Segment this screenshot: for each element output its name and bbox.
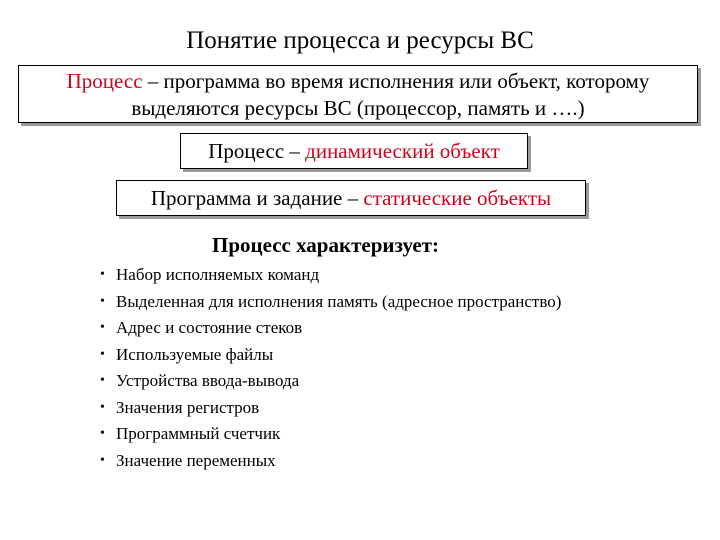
definition-line-1 [19,68,697,95]
list-item [100,289,561,316]
features-heading: Процесс характеризует: [212,233,439,257]
list-item [100,342,561,369]
list-item [100,315,561,342]
bullet-icon: • [100,293,105,309]
definition-line-2: выделяются ресурсы ВС (процессор, память и ….) [131,96,585,120]
list-item-text: Используемые файлы [116,344,274,364]
dynamic-term: Процесс – [208,139,306,163]
process-definition-box [18,65,698,123]
bullet-icon: • [100,426,105,441]
dynamic-highlight: динамический объект [305,139,500,163]
list-item-text: Значение переменных [116,450,276,470]
bullet-icon: • [100,320,105,335]
list-item-text: Программный счетчик [116,424,281,443]
static-object-box [116,180,586,216]
list-item-text: Выделенная для исполнения память (адресное пространство) [116,291,562,311]
list-item-text: Значения регистров [116,397,260,417]
bullet-icon: • [100,452,105,468]
definition-term: Процесс [66,69,143,93]
list-item [100,421,561,448]
static-term: Программа и задание – [150,186,364,210]
bullet-icon: • [100,399,105,415]
definition-text: – программа во время исполнения или объект, которому [142,69,650,93]
dynamic-object-box [180,133,528,169]
list-item [100,368,561,395]
list-item-text: Адрес и состояние стеков [116,318,303,337]
list-item [100,395,561,422]
list-item [100,448,561,475]
slide-title: Понятие процесса и ресурсы ВС [186,27,534,54]
list-item-text: Набор исполняемых команд [116,265,320,284]
bullet-icon: • [100,267,105,282]
static-highlight: статические объекты [363,186,552,210]
bullet-icon: • [100,346,105,362]
bullet-icon: • [100,373,105,388]
list-item-text: Устройства ввода-вывода [116,371,300,390]
list-item [100,262,561,289]
features-list [100,262,561,474]
